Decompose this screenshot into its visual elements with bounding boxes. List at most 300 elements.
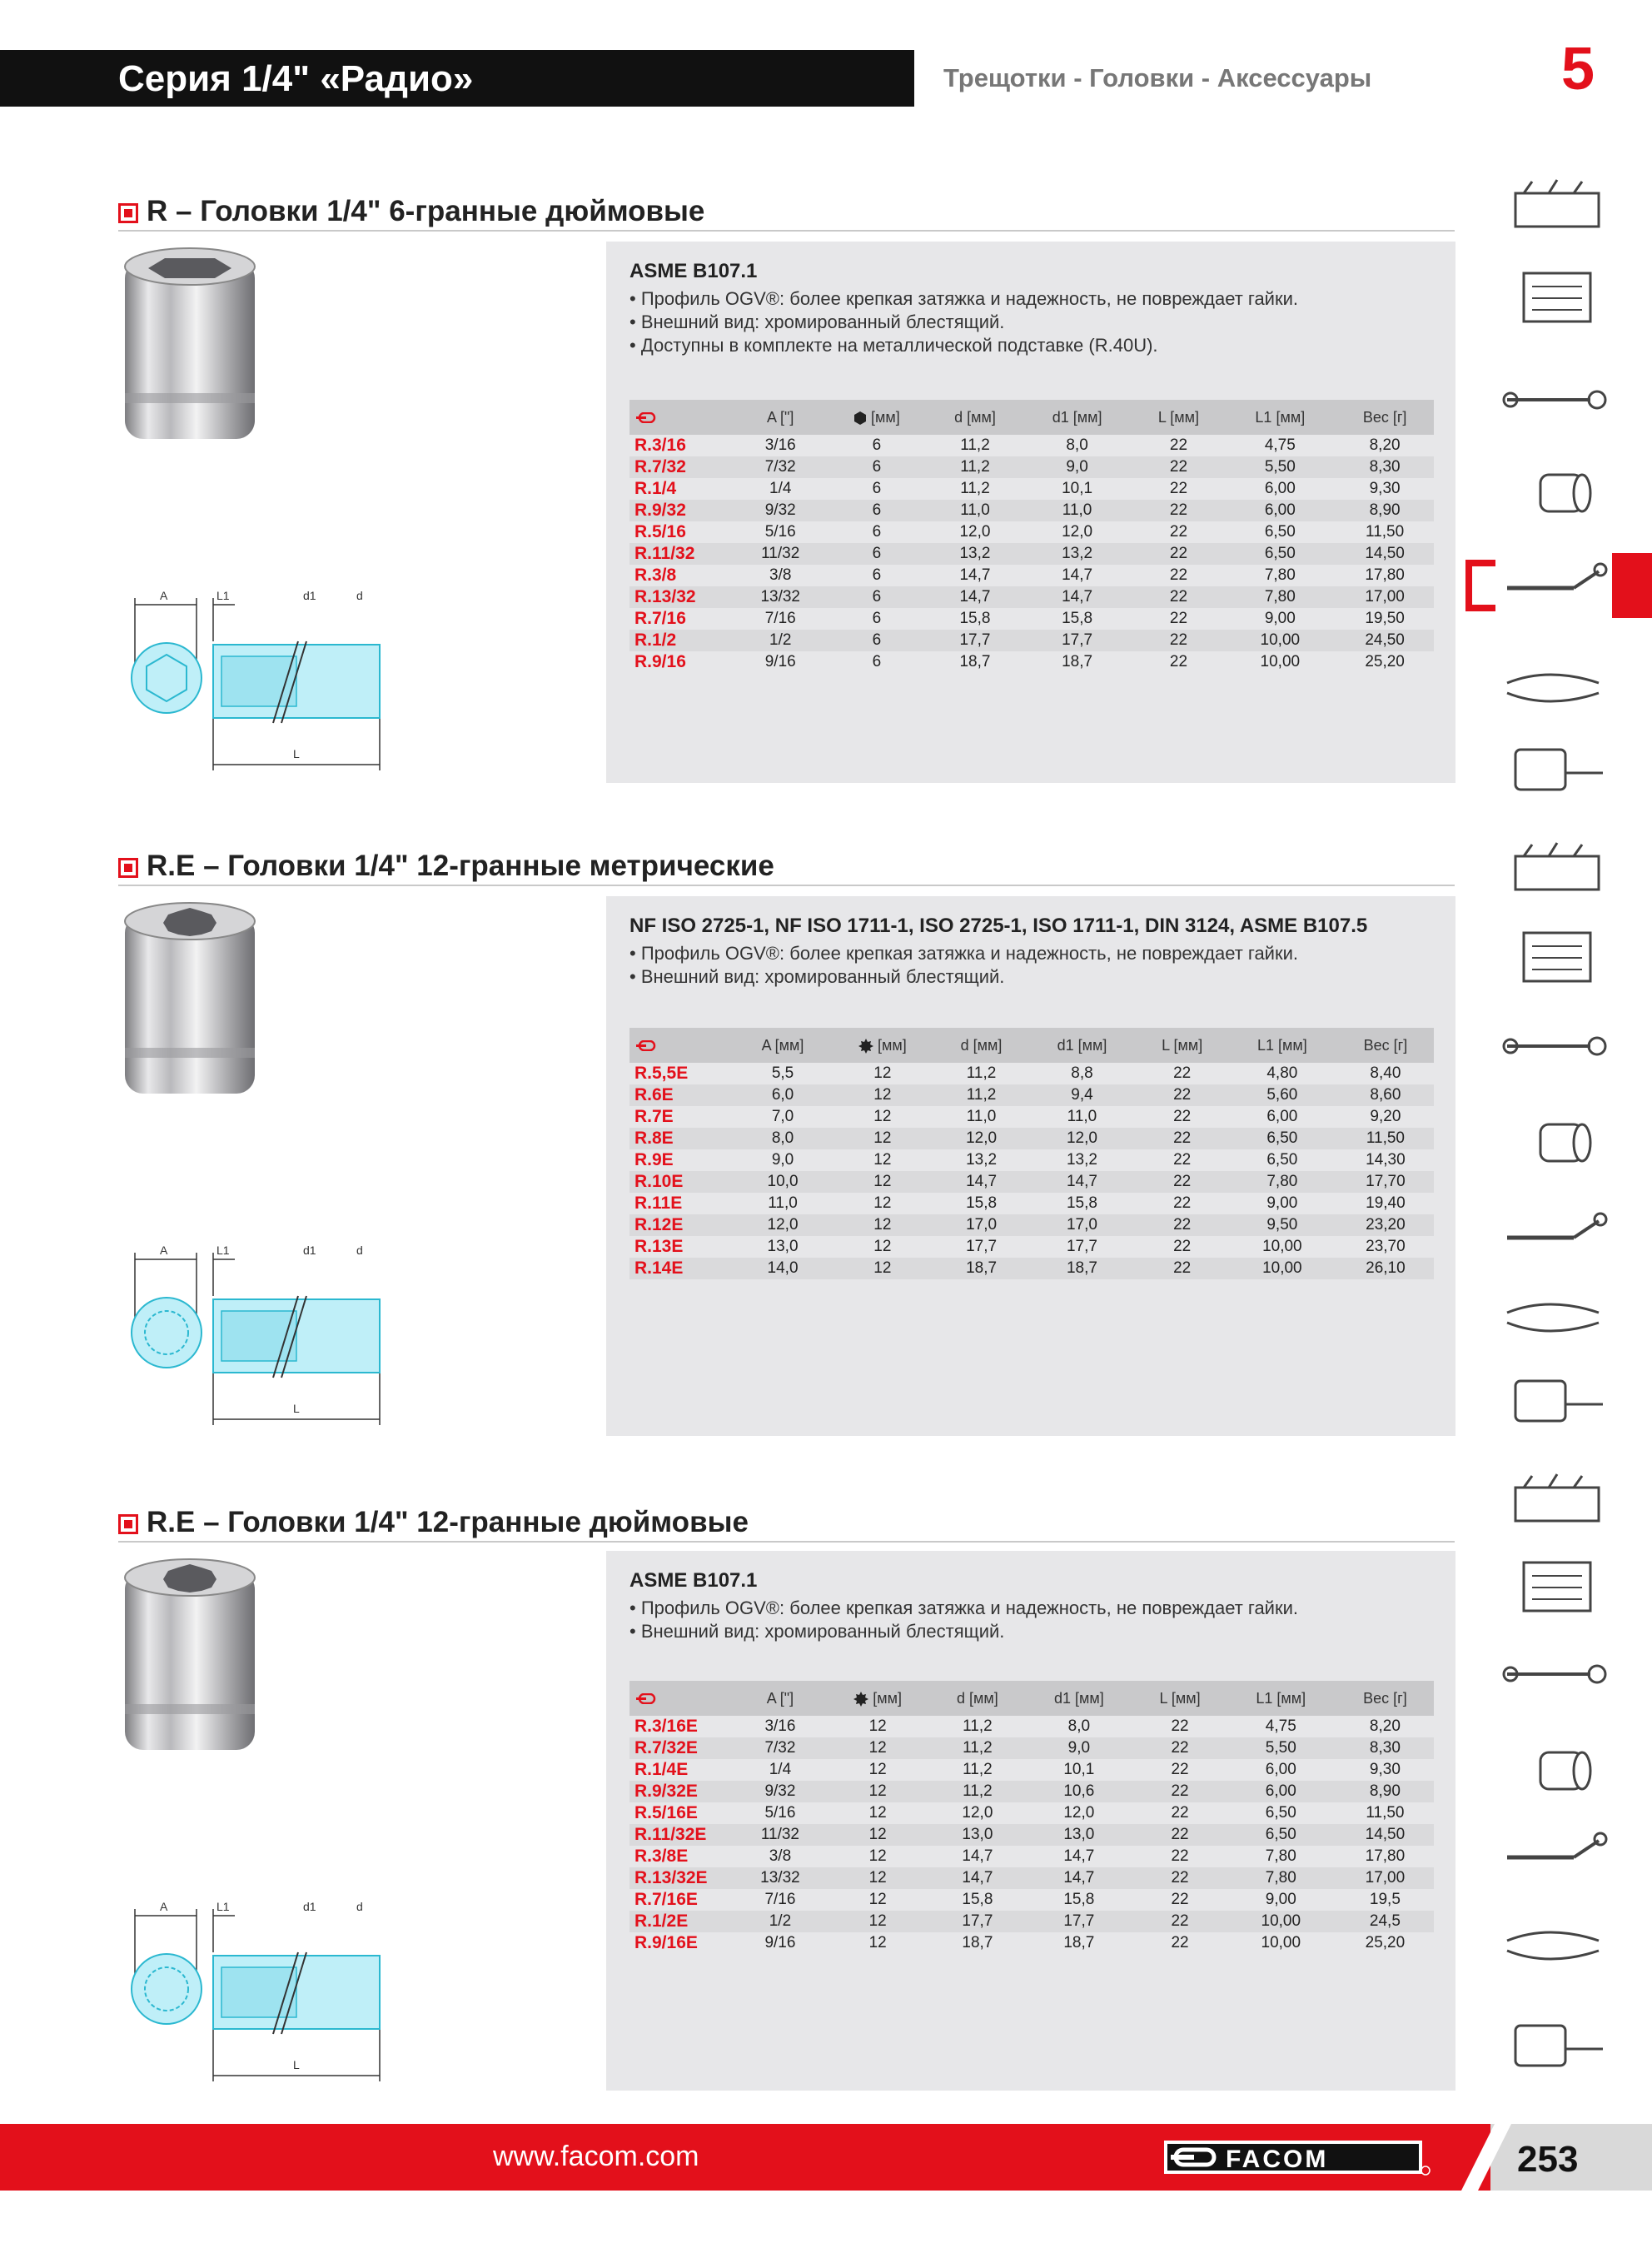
- page-title: Серия 1/4" «Радио»: [118, 58, 474, 99]
- ref-cell[interactable]: R.3/8E: [634, 1847, 689, 1866]
- footer-url-link[interactable]: www.facom.com: [493, 2141, 699, 2172]
- l-cell: 22: [1134, 1824, 1225, 1846]
- col-ref-header: [629, 1681, 736, 1716]
- ref-cell[interactable]: R.10E: [629, 1171, 736, 1193]
- d-cell: 17,7: [932, 1911, 1024, 1932]
- weight-cell: 25,20: [1365, 653, 1405, 670]
- a-cell: 5,5: [771, 1064, 794, 1082]
- d-cell: 11,2: [960, 480, 990, 497]
- table-row: [629, 521, 1434, 543]
- col-a-label: A ["]: [766, 1689, 794, 1707]
- col-l-header: [1134, 1681, 1225, 1716]
- ref-cell[interactable]: R.9E: [634, 1150, 674, 1169]
- l1-cell: 6,50: [1265, 1804, 1296, 1822]
- l1-cell: 6,00: [1224, 500, 1336, 521]
- section-1-panel: [606, 242, 1455, 783]
- col-a-label: A ["]: [767, 408, 794, 426]
- d-cell: 18,7: [962, 1934, 993, 1951]
- d-cell: 13,2: [928, 543, 1021, 565]
- tester-icon[interactable]: [1499, 1288, 1615, 1348]
- d1-cell: 17,7: [1023, 1911, 1134, 1932]
- points-cell: 6: [872, 610, 882, 627]
- ref-cell[interactable]: R.12E: [629, 1214, 736, 1236]
- dimension-diagram-12pt-inch: [123, 1902, 406, 2086]
- col-l-header: [1137, 1028, 1227, 1063]
- table-row: [629, 1737, 1434, 1759]
- section-1-table: [629, 400, 1434, 673]
- dim-label-a: A: [160, 1902, 168, 1913]
- weight-cell: 23,70: [1366, 1238, 1406, 1255]
- table-row: [629, 1171, 1434, 1193]
- d1-cell: 10,6: [1023, 1781, 1134, 1802]
- ref-cell[interactable]: R.11E: [634, 1194, 683, 1213]
- col-a-label: A [мм]: [761, 1036, 804, 1054]
- points-cell: 6: [824, 500, 928, 521]
- 6-point-icon: [853, 411, 867, 425]
- socket-photo-6pt: [115, 243, 265, 443]
- l1-cell: 6,00: [1264, 480, 1296, 497]
- col-l1-header: [1226, 1681, 1336, 1716]
- points-cell: 12: [868, 1761, 887, 1778]
- d1-cell: 11,0: [1067, 1108, 1097, 1125]
- table-row: [629, 1889, 1434, 1911]
- d-cell: 11,2: [936, 1084, 1028, 1106]
- points-cell: 12: [873, 1151, 892, 1169]
- section-3-standard: ASME B107.1: [629, 1569, 758, 1592]
- ref-cell[interactable]: R.11/32: [629, 543, 736, 565]
- ref-cell[interactable]: R.3/16E: [634, 1717, 698, 1736]
- l-cell: 22: [1173, 1194, 1192, 1212]
- col-points-label: [мм]: [870, 408, 900, 426]
- safety-icon[interactable]: [1499, 1558, 1615, 1617]
- l1-cell: 6,00: [1266, 1108, 1298, 1125]
- d-cell: 17,7: [928, 630, 1021, 651]
- d1-cell: 12,0: [1062, 523, 1093, 541]
- section-2-header: [118, 850, 1455, 886]
- airplane-icon[interactable]: [1499, 2016, 1615, 2076]
- points-cell: 12: [873, 1064, 892, 1082]
- col-a-header: [736, 400, 824, 435]
- section-2-table: [629, 1028, 1434, 1279]
- a-cell: 11/32: [736, 1824, 824, 1846]
- wrench-icon[interactable]: [1499, 463, 1615, 523]
- points-cell: 12: [868, 1804, 887, 1822]
- 12-point-icon: [853, 1692, 868, 1707]
- d1-cell: 18,7: [1027, 1258, 1137, 1279]
- vise-icon[interactable]: [1499, 1471, 1615, 1531]
- ref-cell[interactable]: R.5/16E: [634, 1803, 698, 1822]
- l-cell: 22: [1173, 1238, 1192, 1255]
- points-cell: 12: [868, 1717, 887, 1735]
- d1-cell: 15,8: [1062, 610, 1093, 627]
- points-cell: 12: [824, 1781, 932, 1802]
- d-cell: 11,2: [960, 436, 990, 454]
- weight-cell: 19,50: [1365, 610, 1405, 627]
- section-marker-icon: [118, 203, 138, 223]
- d1-cell: 14,7: [1027, 1171, 1137, 1193]
- impact-wrench-icon[interactable]: [1499, 1371, 1615, 1431]
- table-row: [629, 1802, 1434, 1824]
- col-l-header: [1132, 400, 1224, 435]
- d1-cell: 8,8: [1071, 1064, 1093, 1082]
- table-row: [629, 543, 1434, 565]
- section-2-table-body: [629, 1063, 1434, 1279]
- d1-cell: 8,0: [1067, 1717, 1091, 1735]
- table-row: [629, 1781, 1434, 1802]
- dim-label-l: L: [293, 2058, 300, 2071]
- d-cell: 14,7: [962, 1847, 993, 1865]
- a-cell: 7/16: [764, 610, 796, 627]
- ref-cell[interactable]: R.5,5E: [634, 1064, 689, 1083]
- screwdriver-icon[interactable]: [1499, 740, 1615, 800]
- dim-label-d1: d1: [303, 591, 316, 602]
- points-cell: 6: [872, 523, 882, 541]
- l-cell: 22: [1173, 1064, 1192, 1082]
- l-cell: 22: [1134, 1781, 1225, 1802]
- weight-cell: 24,5: [1336, 1911, 1434, 1932]
- weight-cell: 19,5: [1369, 1891, 1401, 1908]
- l1-cell: 5,50: [1224, 456, 1336, 478]
- electrical-icon[interactable]: [1499, 1644, 1615, 1704]
- col-weight-label: Вес [г]: [1363, 1036, 1408, 1054]
- table-row: [629, 1759, 1434, 1781]
- l-cell: 22: [1173, 1151, 1192, 1169]
- l1-cell: 6,50: [1266, 1151, 1298, 1169]
- d-cell: 18,7: [959, 653, 991, 670]
- a-cell: 6,0: [736, 1084, 829, 1106]
- l-cell: 22: [1132, 630, 1224, 651]
- a-cell: 8,0: [736, 1128, 829, 1149]
- table-row: [629, 1932, 1434, 1954]
- facom-mini-logo-icon: [636, 1040, 658, 1051]
- active-category-tab: [1612, 553, 1652, 618]
- ref-cell[interactable]: R.7E: [634, 1107, 674, 1126]
- col-l-label: L [мм]: [1159, 1689, 1201, 1707]
- d-cell: 11,2: [966, 1064, 997, 1082]
- points-cell: 12: [824, 1867, 932, 1889]
- a-cell: 9/32: [736, 500, 824, 521]
- col-d-header: [936, 1028, 1028, 1063]
- hacksaw-icon[interactable]: [1499, 1113, 1615, 1173]
- l1-cell: 7,80: [1227, 1171, 1337, 1193]
- d1-cell: 10,1: [1063, 1761, 1095, 1778]
- ref-cell[interactable]: R.1/4: [634, 479, 677, 498]
- a-cell: 10,0: [736, 1171, 829, 1193]
- col-weight-header: [1336, 400, 1434, 435]
- tool-cabinet-icon[interactable]: [1499, 268, 1615, 328]
- ref-cell[interactable]: R.7/32E: [629, 1737, 736, 1759]
- points-cell: 12: [829, 1214, 936, 1236]
- 12-point-icon: [858, 1039, 873, 1054]
- l-cell: 22: [1169, 523, 1188, 541]
- col-l1-label: L1 [мм]: [1256, 1036, 1307, 1054]
- ref-cell[interactable]: R.7/16: [634, 609, 686, 628]
- weight-cell: 17,80: [1365, 1847, 1406, 1865]
- d-cell: 15,8: [962, 1891, 993, 1908]
- a-cell: 3/16: [764, 436, 796, 454]
- table-row: [629, 1106, 1434, 1128]
- d1-cell: 10,1: [1062, 480, 1093, 497]
- d-cell: 12,0: [962, 1804, 993, 1822]
- ref-cell[interactable]: R.1/4E: [634, 1760, 689, 1779]
- ref-cell[interactable]: R.9/32: [629, 500, 736, 521]
- l1-cell: 4,75: [1264, 436, 1296, 454]
- d1-cell: 17,0: [1027, 1214, 1137, 1236]
- weight-cell: 9,30: [1369, 1761, 1401, 1778]
- l1-cell: 10,00: [1224, 630, 1336, 651]
- a-cell: 7,0: [771, 1108, 794, 1125]
- l1-cell: 5,60: [1227, 1084, 1337, 1106]
- points-cell: 12: [829, 1171, 936, 1193]
- l1-cell: 6,50: [1226, 1824, 1336, 1846]
- table-row: [629, 1911, 1434, 1932]
- l-cell: 22: [1134, 1737, 1225, 1759]
- a-cell: 13,0: [767, 1238, 799, 1255]
- a-cell: 1/2: [736, 630, 824, 651]
- handle-icon[interactable]: [1499, 1741, 1615, 1801]
- weight-cell: 9,20: [1370, 1108, 1401, 1125]
- a-cell: 9/16: [764, 653, 796, 670]
- weight-cell: 11,50: [1337, 1128, 1434, 1149]
- weight-cell: 17,00: [1336, 1867, 1434, 1889]
- points-cell: 12: [824, 1824, 932, 1846]
- toolbox-icon[interactable]: [1499, 177, 1615, 237]
- points-cell: 6: [872, 436, 882, 454]
- l1-cell: 10,00: [1260, 653, 1301, 670]
- ref-cell[interactable]: R.3/16: [634, 436, 686, 455]
- table-row: [629, 1214, 1434, 1236]
- d1-cell: 18,7: [1063, 1934, 1095, 1951]
- d1-cell: 9,0: [1022, 456, 1133, 478]
- active-category-bracket-icon: [1465, 560, 1495, 611]
- l-cell: 22: [1137, 1258, 1227, 1279]
- truck-icon[interactable]: [1499, 1916, 1615, 1976]
- table-row: [629, 630, 1434, 651]
- col-d1-label: d1 [мм]: [1057, 1036, 1107, 1054]
- points-cell: 12: [873, 1238, 892, 1255]
- table-row: [629, 1193, 1434, 1214]
- a-cell: 3/16: [764, 1717, 796, 1735]
- a-cell: 3/8: [769, 1847, 792, 1865]
- ref-cell[interactable]: R.7/16E: [634, 1890, 698, 1909]
- table-row: [629, 1846, 1434, 1867]
- ref-cell[interactable]: R.9/32E: [629, 1781, 736, 1802]
- dim-label-l1: L1: [216, 1902, 230, 1913]
- d-cell: 14,7: [936, 1171, 1028, 1193]
- ref-cell[interactable]: R.13E: [634, 1237, 684, 1256]
- a-cell: 14,0: [736, 1258, 829, 1279]
- table-row: [629, 500, 1434, 521]
- section-2-panel: [606, 896, 1455, 1436]
- a-cell: 13/32: [736, 1867, 824, 1889]
- storage-case-icon[interactable]: [1499, 370, 1615, 430]
- weight-cell: 23,20: [1337, 1214, 1434, 1236]
- d1-cell: 17,7: [1022, 630, 1133, 651]
- d1-cell: 14,7: [1062, 566, 1093, 584]
- col-d-label: d [мм]: [960, 1036, 1003, 1054]
- col-weight-label: Вес [г]: [1362, 408, 1407, 426]
- dim-label-l: L: [293, 1402, 300, 1415]
- dim-label-l1: L1: [216, 591, 230, 602]
- l-cell: 22: [1171, 1891, 1189, 1908]
- table-row: [629, 1128, 1434, 1149]
- ref-cell[interactable]: R.14E: [629, 1258, 736, 1279]
- weight-cell: 17,00: [1336, 586, 1434, 608]
- ref-cell[interactable]: R.1/2E: [629, 1911, 736, 1932]
- d1-cell: 9,0: [1023, 1737, 1134, 1759]
- ref-cell[interactable]: R.1/2: [629, 630, 736, 651]
- l1-cell: 9,00: [1266, 1194, 1298, 1212]
- l-cell: 22: [1137, 1171, 1227, 1193]
- d1-cell: 15,8: [1066, 1194, 1097, 1212]
- table-header-row: [629, 1681, 1434, 1716]
- a-cell: 5/16: [764, 523, 796, 541]
- d1-cell: 13,2: [1066, 1151, 1097, 1169]
- section-1-feature-2: • Внешний вид: хромированный блестящий.: [629, 312, 1005, 332]
- points-cell: 6: [824, 630, 928, 651]
- col-d1-label: d1 [мм]: [1052, 408, 1102, 426]
- l-cell: 22: [1137, 1128, 1227, 1149]
- weight-cell: 8,30: [1336, 1737, 1434, 1759]
- ref-cell[interactable]: R.8E: [629, 1128, 736, 1149]
- pliers-icon[interactable]: [1499, 840, 1615, 900]
- d-cell: 11,0: [928, 500, 1021, 521]
- a-cell: 11/32: [736, 543, 824, 565]
- facom-mini-logo-icon: [636, 1693, 658, 1704]
- d1-cell: 13,0: [1023, 1824, 1134, 1846]
- weight-cell: 14,50: [1336, 543, 1434, 565]
- a-cell: 5/16: [764, 1804, 796, 1822]
- l-cell: 22: [1169, 653, 1188, 670]
- col-l-label: L [мм]: [1162, 1036, 1203, 1054]
- points-cell: 6: [824, 586, 928, 608]
- points-cell: 6: [872, 653, 882, 670]
- car-icon[interactable]: [1499, 1824, 1615, 1884]
- d1-cell: 14,7: [1063, 1847, 1095, 1865]
- dimension-diagram-12pt-metric: [123, 1246, 406, 1429]
- l1-cell: 10,00: [1261, 1934, 1301, 1951]
- d1-cell: 9,4: [1027, 1084, 1137, 1106]
- d1-cell: 13,2: [1022, 543, 1133, 565]
- a-cell: 3/8: [769, 566, 792, 584]
- col-d-header: [928, 400, 1021, 435]
- points-cell: 6: [872, 566, 882, 584]
- l-cell: 22: [1132, 586, 1224, 608]
- table-row: [629, 1867, 1434, 1889]
- weight-cell: 8,90: [1336, 500, 1434, 521]
- hammer-icon[interactable]: [1499, 1016, 1615, 1076]
- ref-cell[interactable]: R.3/8: [634, 566, 677, 585]
- l-cell: 22: [1137, 1084, 1227, 1106]
- ref-cell[interactable]: R.13/32: [629, 586, 736, 608]
- col-weight-label: Вес [г]: [1363, 1689, 1407, 1707]
- l1-cell: 6,50: [1264, 523, 1296, 541]
- l1-cell: 6,00: [1265, 1761, 1296, 1778]
- weight-cell: 8,60: [1337, 1084, 1434, 1106]
- col-l1-label: L1 [мм]: [1255, 408, 1306, 426]
- d-cell: 18,7: [936, 1258, 1028, 1279]
- l1-cell: 4,75: [1265, 1717, 1296, 1735]
- d1-cell: 12,0: [1063, 1804, 1095, 1822]
- col-ref-header: [629, 1028, 736, 1063]
- d-cell: 13,0: [932, 1824, 1024, 1846]
- d1-cell: 14,7: [1022, 586, 1133, 608]
- dimension-diagram-6pt: [123, 591, 406, 775]
- puller-icon[interactable]: [1499, 1204, 1615, 1264]
- l1-cell: 10,00: [1262, 1238, 1302, 1255]
- table-row: [629, 565, 1434, 586]
- ratchet-icon[interactable]: [1499, 658, 1615, 718]
- section-2-feature-2: • Внешний вид: хромированный блестящий.: [629, 966, 1005, 987]
- col-d1-label: d1 [мм]: [1053, 1689, 1104, 1707]
- d-cell: 17,0: [936, 1214, 1028, 1236]
- section-2-standard: NF ISO 2725-1, NF ISO 1711-1, ISO 2725-1, ISO 1711-1, DIN 3124, ASME B107.5: [629, 915, 1368, 937]
- ref-cell[interactable]: R.5/16: [634, 522, 686, 541]
- points-cell: 12: [824, 1911, 932, 1932]
- weight-cell: 8,90: [1336, 1781, 1434, 1802]
- d1-cell: 11,0: [1022, 500, 1133, 521]
- table-row: [629, 608, 1434, 630]
- d1-cell: 14,7: [1023, 1867, 1134, 1889]
- page-subtitle: Трещотки - Головки - Аксессуары: [943, 63, 1372, 92]
- ref-cell[interactable]: R.9/16E: [634, 1933, 698, 1952]
- a-cell: 7/16: [764, 1891, 796, 1908]
- section-2-title: R.E – Головки 1/4" 12-гранные метрические: [147, 850, 774, 882]
- weight-cell: 11,50: [1366, 1804, 1405, 1822]
- l-cell: 22: [1134, 1867, 1225, 1889]
- weight-cell: 11,50: [1366, 523, 1405, 541]
- dim-label-d1: d1: [303, 1902, 316, 1913]
- weight-cell: 25,20: [1365, 1934, 1406, 1951]
- a-cell: 1/4: [769, 1761, 792, 1778]
- l1-cell: 7,80: [1224, 586, 1336, 608]
- col-ref-header: [629, 400, 736, 435]
- col-a-header: [736, 1028, 829, 1063]
- points-cell: 12: [824, 1737, 932, 1759]
- dim-label-d: d: [356, 1902, 363, 1913]
- tape-measure-icon[interactable]: [1499, 928, 1615, 988]
- d-cell: 11,2: [932, 1737, 1024, 1759]
- d-cell: 11,2: [928, 456, 1021, 478]
- table-header-row: [629, 1028, 1434, 1063]
- table-row: [629, 1149, 1434, 1171]
- section-2-feature-1: • Профиль OGV®: более крепкая затяжка и надежность, не повреждает гайки.: [629, 943, 1298, 964]
- socket-icon[interactable]: [1499, 555, 1615, 615]
- l1-cell: 10,00: [1226, 1911, 1336, 1932]
- ref-cell[interactable]: R.9/16: [634, 652, 686, 671]
- weight-cell: 8,20: [1369, 1717, 1401, 1735]
- col-weight-header: [1336, 1681, 1434, 1716]
- weight-cell: 24,50: [1336, 630, 1434, 651]
- ref-cell[interactable]: R.11/32E: [629, 1824, 736, 1846]
- ref-cell[interactable]: R.7/32: [629, 456, 736, 478]
- section-1-table-body: [629, 435, 1434, 673]
- table-row: [629, 1236, 1434, 1258]
- ref-cell[interactable]: R.13/32E: [629, 1867, 736, 1889]
- facom-logo: [1164, 2137, 1431, 2177]
- section-3-feature-2: • Внешний вид: хромированный блестящий.: [629, 1621, 1005, 1642]
- table-row: [629, 1084, 1434, 1106]
- brand-name: FACOM: [1226, 2146, 1329, 2173]
- dim-label-l: L: [293, 747, 300, 760]
- l-cell: 22: [1171, 1761, 1189, 1778]
- points-cell: 6: [824, 543, 928, 565]
- table-row: [629, 1824, 1434, 1846]
- ref-cell[interactable]: R.6E: [629, 1084, 736, 1106]
- col-l-label: L [мм]: [1157, 408, 1199, 426]
- col-weight-header: [1337, 1028, 1434, 1063]
- l1-cell: 9,00: [1264, 610, 1296, 627]
